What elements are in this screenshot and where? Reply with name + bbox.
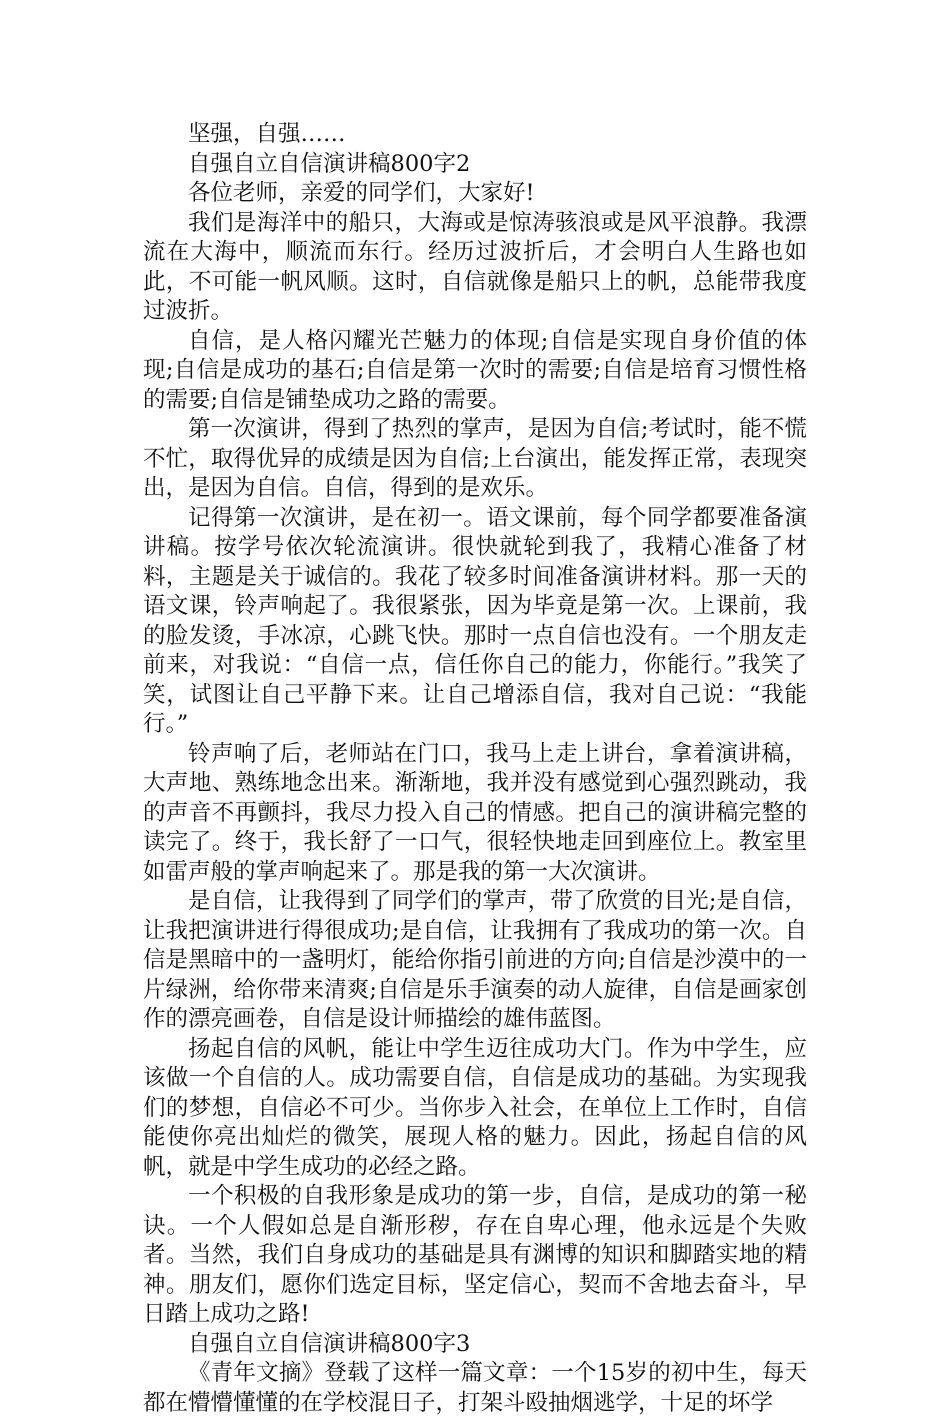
paragraph-ship-metaphor: 我们是海洋中的船只，大海或是惊涛骇浪或是风平浪静。我漂流在大海中，顺流而东行。经历过波折后，才会明白人生路也如此，不可能一帆风顺。这时，自信就像是船只上的帆，总能带我度过波折。 (143, 209, 807, 324)
paragraph-self-image: 一个积极的自我形象是成功的第一步，自信，是成功的第一秘诀。一个人假如总是自渐形秽，存在自卑心理，他永远是个失败者。当然，我们自身成功的基础是具有渊博的知识和脚踏实地的精神。朋友们，愿你们选定目标，坚定信心，契而不舍地去奋斗，早日踏上成功之路! (143, 1183, 807, 1327)
paragraph-youth-digest: 《青年文摘》登载了这样一篇文章：一个15岁的初中生，每天都在懵懵懂懂的在学校混日子，打架斗殴抽烟逃学，十足的坏学 (143, 1360, 807, 1416)
section-heading-2: 自强自立自信演讲稿800字2 (188, 150, 471, 177)
paragraph-first-speech-memory: 记得第一次演讲，是在初一。语文课前，每个同学都要准备演讲稿。按学号依次轮流演讲。很快就轮到我了，我精心准备了材料，主题是关于诚信的。我花了较多时间准备演讲材料。那一天的语文课，铃声响起了。我很紧张，因为毕竟是第一次。上课前，我的脸发烫，手冰凉，心跳飞快。那时一点自信也没有。一个朋友走前来，对我说：“自信一点，信任你自己的能力，你能行。”我笑了笑，试图让自己平静下来。让自己增添自信，我对自己说：“我能行。” (143, 504, 807, 737)
section-heading-3: 自强自立自信演讲稿800字3 (188, 1330, 471, 1357)
document-body (143, 120, 807, 1418)
paragraph-speech-delivery: 铃声响了后，老师站在门口，我马上走上讲台，拿着演讲稿，大声地、熟练地念出来。渐渐地，我并没有感觉到心强烈跳动，我的声音不再颤抖，我尽力投入自己的情感。把自己的演讲稿完整的读完了。终于，我长舒了一口气，很轻快地走回到座位上。教室里如雷声般的掌声响起来了。那是我的第一大次演讲。 (143, 740, 807, 885)
paragraph-closing-line: 坚强，自强…… (188, 121, 346, 147)
paragraph-confidence-metaphors: 是自信，让我得到了同学们的掌声，带了欣赏的目光;是自信，让我把演讲进行得很成功;是自信，让我拥有了我成功的第一次。自信是黑暗中的一盏明灯，能给你指引前进的方向;自信是沙漠中的一片绿洲，给你带来清爽;自信是乐手演奏的动人旋律，自信是画家创作的漂亮画卷，自信是设计师描绘的雄伟蓝图。 (143, 888, 807, 1032)
paragraph-raise-sails: 扬起自信的风帆，能让中学生迈往成功大门。作为中学生，应该做一个自信的人。成功需要自信，自信是成功的基础。为实现我们的梦想，自信必不可少。当你步入社会，在单位上工作时，自信能使你亮出灿烂的微笑，展现人格的魅力。因此，扬起自信的风帆，就是中学生成功的必经之路。 (143, 1035, 807, 1180)
greeting-paragraph: 各位老师，亲爱的同学们，大家好! (188, 180, 535, 206)
paragraph-first-speech-result: 第一次演讲，得到了热烈的掌声，是因为自信;考试时，能不慌不忙，取得优异的成绩是因为自信;上台演出，能发挥正常，表现突出，是因为自信。自信，得到的是欢乐。 (143, 416, 807, 501)
paragraph-confidence-definition: 自信，是人格闪耀光芒魅力的体现;自信是实现自身价值的体现;自信是成功的基石;自信是第一次时的需要;自信是培育习惯性格的需要;自信是铺垫成功之路的需要。 (143, 327, 807, 413)
